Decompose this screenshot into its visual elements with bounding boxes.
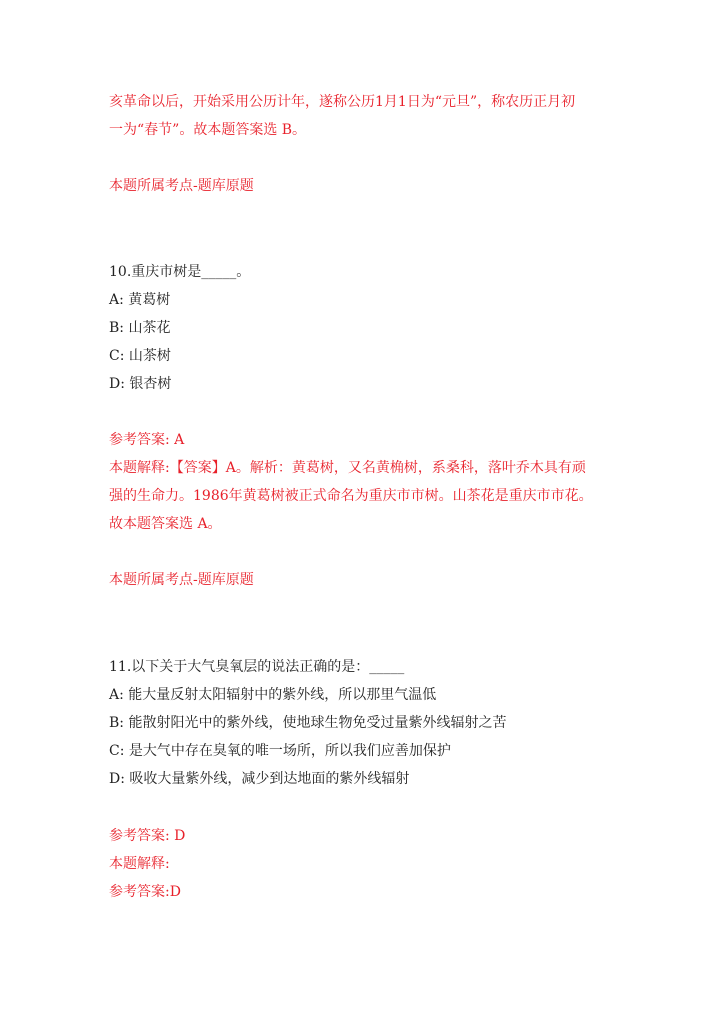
question-10-stem: 10.重庆市树是_____。 bbox=[109, 264, 251, 280]
q10-explanation-line-1: 本题解释:【答案】A。解析：黄葛树，又名黄桷树，系桑科，落叶乔木具有顽 bbox=[109, 460, 586, 476]
prev-explanation-line-1: 亥革命以后，开始采用公历计年，遂称公历1月1日为“元旦”，称农历正月初 bbox=[109, 94, 576, 110]
q10-answer: 参考答案: A bbox=[109, 432, 185, 448]
q11-answer-repeat: 参考答案:D bbox=[109, 884, 181, 900]
question-11-stem: 11.以下关于大气臭氧层的说法正确的是：_____ bbox=[109, 659, 405, 675]
q11-option-c: C: 是大气中存在臭氧的唯一场所，所以我们应善加保护 bbox=[109, 743, 451, 759]
prev-explanation-line-2: 一为“春节”。故本题答案选 B。 bbox=[109, 122, 307, 138]
q10-option-b: B: 山茶花 bbox=[109, 320, 171, 336]
q10-option-a: A: 黄葛树 bbox=[109, 292, 171, 308]
q11-answer: 参考答案: D bbox=[109, 828, 186, 844]
source-tag: 本题所属考点-题库原题 bbox=[109, 178, 254, 194]
q10-option-d: D: 银杏树 bbox=[109, 376, 172, 392]
q10-explanation-line-2: 强的生命力。1986年黄葛树被正式命名为重庆市市树。山茶花是重庆市市花。 bbox=[109, 488, 593, 504]
q10-option-c: C: 山茶树 bbox=[109, 348, 171, 364]
q10-explanation-line-3: 故本题答案选 A。 bbox=[109, 516, 222, 532]
q11-option-d: D: 吸收大量紫外线，减少到达地面的紫外线辐射 bbox=[109, 771, 410, 787]
q10-source-tag: 本题所属考点-题库原题 bbox=[109, 572, 254, 588]
q11-option-b: B: 能散射阳光中的紫外线，使地球生物免受过量紫外线辐射之苦 bbox=[109, 715, 507, 731]
q11-explanation-label: 本题解释: bbox=[109, 856, 170, 872]
q11-option-a: A: 能大量反射太阳辐射中的紫外线，所以那里气温低 bbox=[109, 687, 437, 703]
